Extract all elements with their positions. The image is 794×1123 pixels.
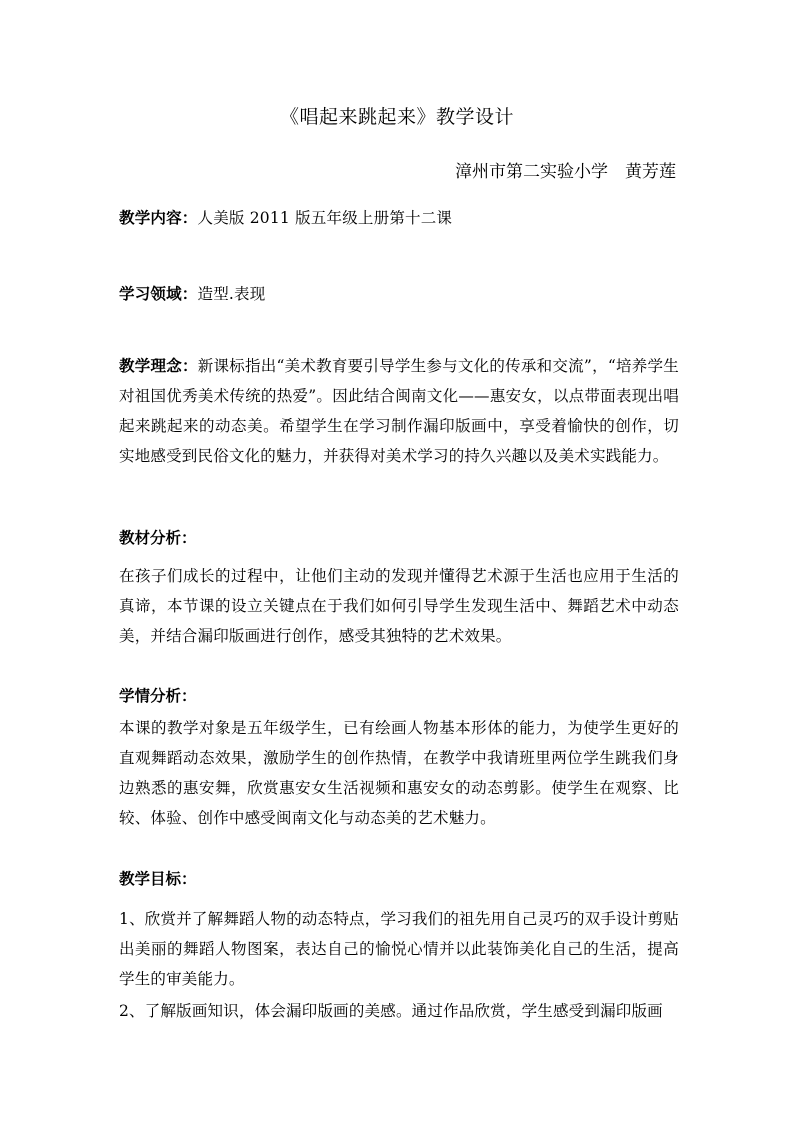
teaching-concept: [119, 351, 679, 471]
student-analysis-text: 本课的教学对象是五年级学生，已有绘画人物基本形体的能力，为使学生更好的直观舞蹈动态效果，激励学生的创作热情，在教学中我请班里两位学生跳我们身边熟悉的惠安舞，欣赏惠安女生活视频和惠安女的动态剪影。使学生在观察、比较、体验、创作中感受闽南文化与动态美的艺术魅力。: [119, 719, 679, 827]
teaching-goal-item: 1、欣赏并了解舞蹈人物的动态特点，学习我们的祖先用自己灵巧的双手设计剪贴出美丽的舞蹈人物图案，表达自己的愉悦心情并以此装饰美化自己的生活，提高学生的审美能力。: [119, 910, 679, 988]
learning-domain-label: 学习领域：: [119, 284, 198, 303]
learning-domain-text: 造型.表现: [197, 285, 266, 303]
author-line: 漳州市第二实验小学 黄芳莲: [455, 162, 676, 182]
student-analysis-heading: 学情分析：: [119, 686, 197, 705]
material-analysis-heading: 教材分析：: [119, 528, 197, 547]
document-title: 《唱起来跳起来》教学设计: [279, 106, 514, 128]
teaching-concept-text: 新课标指出“美术教育要引导学生参与文化的传承和交流”，“培养学生对祖国优秀美术传统的热爱”。因此结合闽南文化——惠安女，以点带面表现出唱起来跳起来的动态美。希望学生在学习制作漏印版画中，享受着愉快的创作，切实地感受到民俗文化的魅力，并获得对美术学习的持久兴趣以及美术实践能力。: [119, 357, 679, 465]
material-analysis-text: 在孩子们成长的过程中，让他们主动的发现并懂得艺术源于生活也应用于生活的真谛，本节课的设立关键点在于我们如何引导学生发现生活中、舞蹈艺术中动态美，并结合漏印版画进行创作，感受其独特的艺术效果。: [119, 567, 679, 645]
teaching-content-label: 教学内容：: [119, 208, 198, 227]
teaching-concept-label: 教学理念：: [119, 356, 198, 375]
learning-domain: [119, 279, 679, 309]
teaching-goals-heading: 教学目标：: [119, 869, 197, 888]
teaching-content: [119, 203, 679, 233]
teaching-content-text: 人美版 2011 版五年级上册第十二课: [197, 209, 453, 227]
teaching-goal-item: 2、了解版画知识，体会漏印版画的美感。通过作品欣赏，学生感受到漏印版画: [119, 1002, 663, 1020]
